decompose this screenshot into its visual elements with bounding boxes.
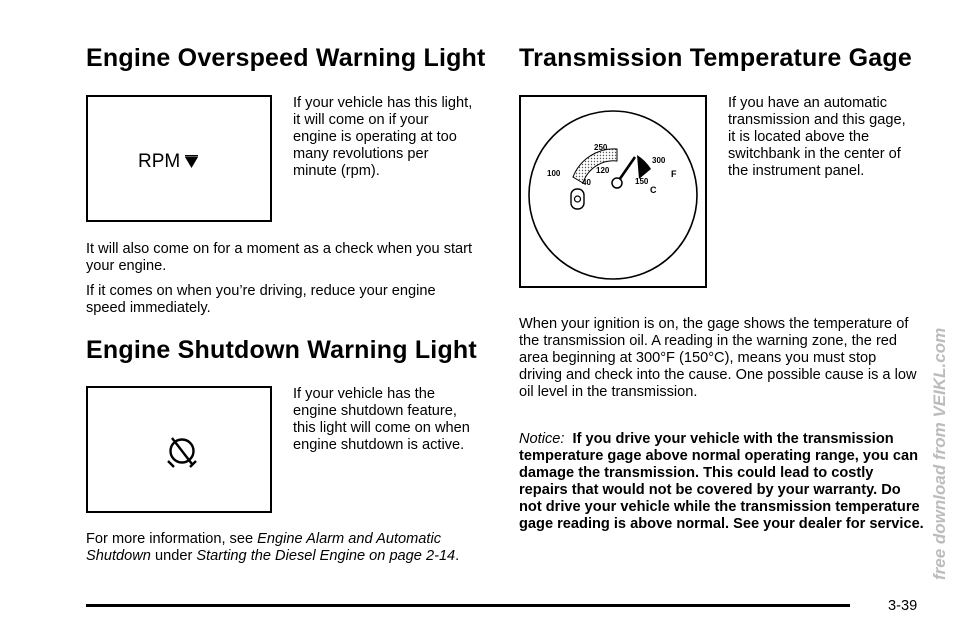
overspeed-para-1: It will also come on for a moment as a check when you start your engine.	[86, 241, 473, 274]
gauge-unit-f: F	[671, 169, 677, 179]
gauge-oil-symbol-icon	[571, 189, 584, 209]
transmission-gauge-image	[519, 95, 707, 288]
shutdown-side-text: If your vehicle has the engine shutdown feature, this light will come on when engine shutdown is active.	[293, 386, 470, 453]
overspeed-heading: Engine Overspeed Warning Light	[86, 44, 486, 72]
gauge-label-120: 120	[596, 166, 610, 175]
notice-text: If you drive your vehicle with the transmission temperature gage above normal operating range, you can damage the transmission. This could lead to costly repairs that would not be covered by your warranty. Do not drive your vehicle while the transmission temperature gage reading is above normal. See your dealer for service.	[519, 431, 924, 532]
ref-link-starting-diesel[interactable]: Starting the Diesel Engine on page 2-14	[196, 548, 456, 564]
rpm-icon-label: RPM	[138, 151, 181, 172]
gauge-label-40: 40	[582, 178, 591, 187]
overspeed-para-2: If it comes on when you’re driving, reduce your engine speed immediately.	[86, 283, 436, 316]
transmission-para-1: When your ignition is on, the gage shows the temperature of the transmission oil. A reading in the warning zone, the red area beginning at 300°F (150°C), means you must stop driving and check into the cause. One possible cause is a low oil level in the transmission.	[519, 316, 917, 400]
gauge-unit-c: C	[650, 185, 657, 195]
ref-prefix: For more information, see	[86, 531, 258, 547]
gauge-label-250: 250	[594, 143, 608, 152]
transmission-side-text: If you have an automatic transmission and this gage, it is located above the switchbank in the center of the instrument panel.	[728, 95, 906, 179]
gauge-label-150: 150	[635, 177, 649, 186]
temperature-gauge-icon	[521, 97, 705, 286]
gauge-label-300: 300	[652, 156, 666, 165]
ref-suffix: .	[455, 548, 460, 564]
ref-mid: under	[150, 548, 197, 564]
engine-shutdown-icon	[166, 433, 198, 469]
ref-link-engine-alarm[interactable]: Engine Alarm and Automatic Shutdown	[86, 531, 442, 564]
page-number: 3-39	[888, 598, 918, 614]
gauge-label-100: 100	[547, 169, 561, 178]
notice-label: Notice:	[519, 431, 565, 447]
shutdown-warning-light-image	[86, 386, 272, 513]
overspeed-side-text: If your vehicle has this light, it will come on if your engine is operating at too many revolutions per minute (rpm).	[293, 95, 473, 179]
transmission-notice	[519, 431, 925, 533]
rpm-icon	[138, 151, 199, 173]
transmission-heading: Transmission Temperature Gage	[519, 44, 912, 72]
shutdown-reference	[86, 531, 478, 565]
watermark-text: free download from VEIKL.com	[930, 327, 949, 580]
arrow-down-icon	[184, 155, 199, 170]
rpm-warning-light-image	[86, 95, 272, 222]
footer-rule	[86, 604, 850, 607]
shutdown-heading: Engine Shutdown Warning Light	[86, 336, 477, 364]
